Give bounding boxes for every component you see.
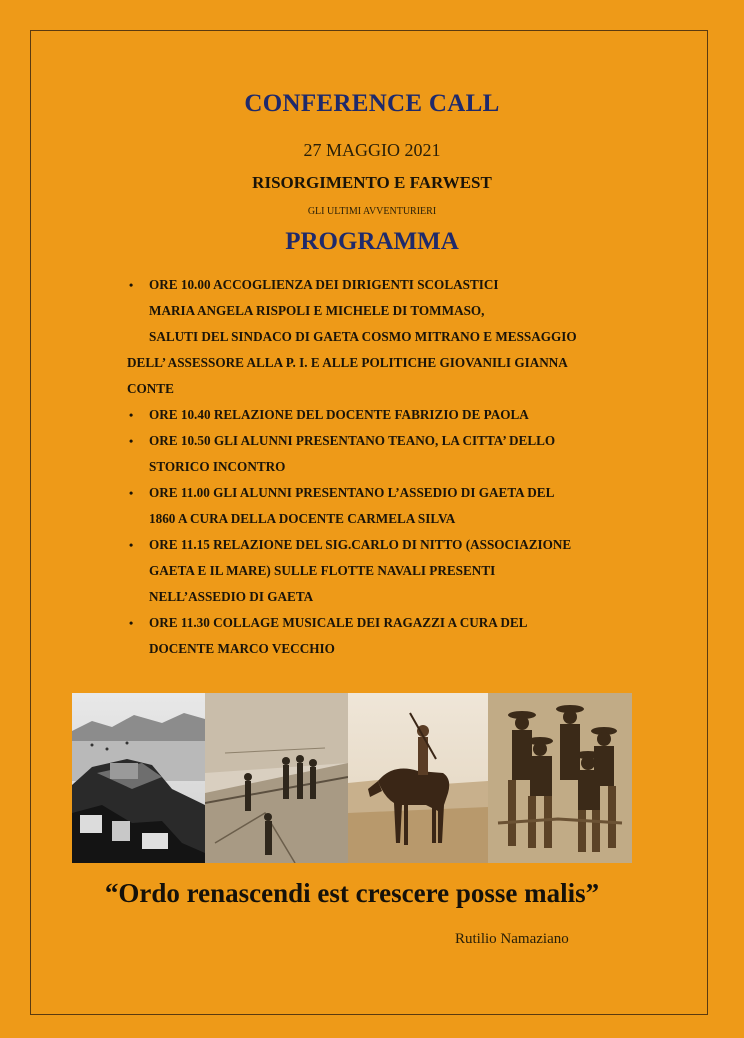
agenda-text: 1860 A CURA DELLA DOCENTE CARMELA SILVA xyxy=(149,511,456,526)
agenda-list xyxy=(127,272,633,662)
bullet-icon: • xyxy=(129,278,134,292)
agenda-text: ORE 11.00 GLI ALUNNI PRESENTANO L’ASSEDIO DI GAETA DEL xyxy=(149,485,555,500)
agenda-line xyxy=(127,636,633,662)
agenda-text: ORE 11.15 RELAZIONE DEL SIG.CARLO DI NITTO (ASSOCIAZIONE xyxy=(149,537,572,552)
bullet-icon: • xyxy=(129,538,134,552)
conference-title: CONFERENCE CALL xyxy=(244,90,500,117)
latin-quote: “Ordo renascendi est crescere posse malis” xyxy=(104,878,600,908)
agenda-item xyxy=(127,428,633,454)
agenda-text: GAETA E IL MARE) SULLE FLOTTE NAVALI PRESENTI xyxy=(149,563,496,578)
bullet-icon: • xyxy=(129,616,134,630)
agenda-text: ORE 10.40 RELAZIONE DEL DOCENTE FABRIZIO DE PAOLA xyxy=(149,407,529,422)
agenda-line xyxy=(127,376,633,402)
agenda-text: DELL’ ASSESSORE ALLA P. I. E ALLE POLITICHE GIOVANILI GIANNA xyxy=(127,355,568,370)
event-date: 27 MAGGIO 2021 xyxy=(303,140,441,160)
event-tagline: GLI ULTIMI AVVENTURIERI xyxy=(307,206,437,217)
cowboys-group-photo xyxy=(488,693,632,863)
agenda-item xyxy=(127,480,633,506)
agenda-item xyxy=(127,532,633,558)
quote-author: Rutilio Namaziano xyxy=(455,931,569,947)
agenda-text: STORICO INCONTRO xyxy=(149,459,286,474)
agenda-text: ORE 11.30 COLLAGE MUSICALE DEI RAGAZZI A CURA DEL xyxy=(149,615,528,630)
agenda-line xyxy=(127,454,633,480)
agenda-text: SALUTI DEL SINDACO DI GAETA COSMO MITRANO E MESSAGGIO xyxy=(149,329,577,344)
agenda-item xyxy=(127,402,633,428)
agenda-line xyxy=(127,558,633,584)
agenda-line xyxy=(127,506,633,532)
agenda-line xyxy=(127,350,633,376)
agenda-line xyxy=(127,298,633,324)
agenda-text: ORE 10.50 GLI ALUNNI PRESENTANO TEANO, LA CITTA’ DELLO xyxy=(149,433,556,448)
agenda-text: ORE 10.00 ACCOGLIENZA DEI DIRIGENTI SCOLASTICI xyxy=(149,277,499,292)
agenda-text: MARIA ANGELA RISPOLI E MICHELE DI TOMMASO, xyxy=(149,303,485,318)
agenda-text: DOCENTE MARCO VECCHIO xyxy=(149,641,335,656)
bullet-icon: • xyxy=(129,486,134,500)
agenda-line xyxy=(127,584,633,610)
photo-collage xyxy=(72,693,632,863)
bullet-icon: • xyxy=(129,434,134,448)
programma-heading: PROGRAMMA xyxy=(285,228,459,255)
agenda-text: NELL’ASSEDIO DI GAETA xyxy=(149,589,314,604)
rider-horse-photo xyxy=(348,693,488,863)
soldiers-sketch-photo xyxy=(205,693,348,863)
agenda-item xyxy=(127,272,633,298)
bullet-icon: • xyxy=(129,408,134,422)
gaeta-fortress-photo xyxy=(72,693,205,863)
agenda-text: CONTE xyxy=(127,381,174,396)
agenda-line xyxy=(127,324,633,350)
event-subtitle: RISORGIMENTO E FARWEST xyxy=(252,173,492,192)
agenda-item xyxy=(127,610,633,636)
